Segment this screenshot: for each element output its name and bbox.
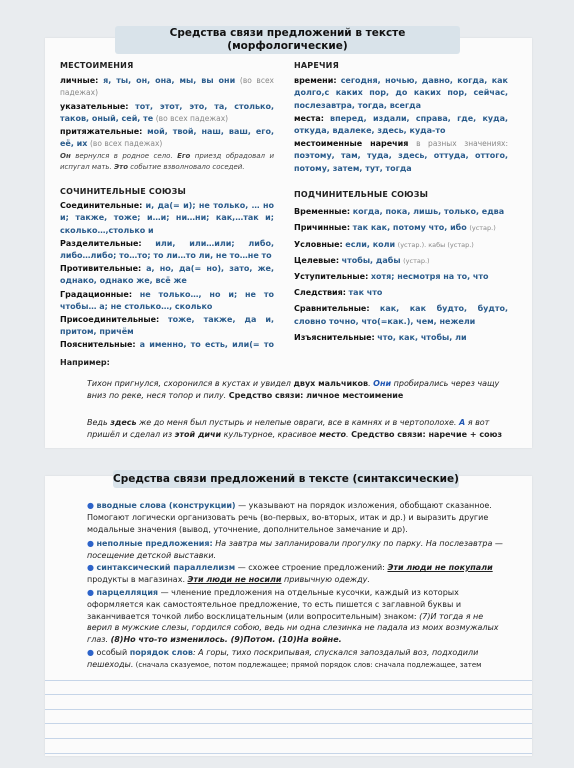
pronouns-possessive [60,126,274,150]
conj-value: так что [348,288,383,298]
highlight: этой дичи [174,430,222,439]
conj-value: чтобы, дабы [341,255,401,265]
conj-value: когда, пока, лишь, только, едва [352,207,505,217]
conj-label: Уступительные: [294,272,369,282]
text: . [345,430,352,439]
note: (во всех падежах) [60,76,274,98]
conj-value: так как, потому что, ибо [352,223,467,233]
subord-column [294,189,508,348]
coord-heading: СОЧИНИТЕЛЬНЫЕ СОЮЗЫ [60,187,186,196]
conj-row [60,263,274,287]
text: продукты в магазинах. [87,574,188,584]
highlight: Они [373,379,392,388]
term: парцелляция [96,588,159,597]
conj-value: а, но, да(= но), зато, же, однако, однако же, всё же [60,264,274,286]
text: — указывают на порядок изложения, обобщают сказанное. Помогают логически организовать речь (во-первых, во-вторых, итак и др.) и выразить другие модальные значения (вывод, уточнение, дополнительное замечание и др). [87,501,492,534]
ruled-line [45,710,532,725]
conj-label: Условные: [294,239,343,249]
ruled-line [45,681,532,696]
means-label: Средство связи: наречие + союз [351,430,503,439]
conj-row [294,255,508,267]
conj-label: Пояснительные: [60,340,136,350]
conj-row [294,303,508,327]
conj-row [60,200,274,237]
value: я, ты, он, она, мы, вы они [103,76,236,86]
conj-label: Присоединительные: [60,315,160,325]
subord-heading: ПОДЧИНИТЕЛЬНЫЕ СОЮЗЫ [294,190,429,199]
text: я вот пришёл и сделал из [87,418,490,439]
term: порядок слов [129,648,193,657]
conj-row [294,206,508,218]
ruled-line [45,695,532,710]
conj-row [60,238,274,262]
conj-label: Изъяснительные: [294,332,375,342]
text: Тихон пригнулся, схоронился в кустах и увидел [87,379,294,388]
example-paragraph-1 [87,378,507,402]
label: указательные: [60,101,129,111]
conj-label: Разделительные: [60,238,142,248]
example-label-row: Например: [60,358,110,367]
text: : А горы, тихо поскрипывая, спускался запоздалый воз, подходили пешеходы. [87,648,479,669]
morph-title-line1: Средства связи предложений в тексте [169,27,406,39]
text: культурное, красивое [221,430,320,439]
term: синтаксический параллелизм [96,563,236,572]
example-label: Например [60,358,107,367]
bullet-intro-words [87,500,507,535]
text: особый [96,648,130,657]
conj-value: что, как, чтобы, ли [377,332,467,342]
ruled-line [45,666,532,681]
conj-label: Противительные: [60,264,142,274]
conj-label: Временные: [294,207,351,217]
conj-row [294,287,508,299]
bullet-icon: ● [87,501,94,510]
value: вперед, издали, справа, где, куда, откуда, вдалеке, здесь, куда-то [294,113,509,136]
adverbs-place [294,113,508,137]
conj-label: Следствия: [294,288,346,298]
synt-title: Средства связи предложений в тексте (синтаксические) [113,470,459,488]
conj-value: или, или…или; либо, либо…либо; то…то; то ли…то ли, не то…не то [60,238,274,261]
text: — схожее строение предложений: [235,563,388,572]
conj-label: Соединительные: [60,201,143,211]
conj-row [294,239,508,251]
bullet-icon: ● [87,588,94,597]
label: местоименные наречия [294,139,409,149]
morph-title [115,26,460,54]
conj-value: а именно, то есть, или(= то [139,340,274,350]
conj-note: (устар.) [469,224,496,233]
bullet-incomplete-sentences [87,538,507,562]
label: места: [294,113,324,123]
conj-value: если, коли [345,239,396,249]
label: времени: [294,76,337,86]
underlined: Эти люди не покупали [387,563,493,572]
conj-value: не только…, но и; не то чтобы… а; не столько…, сколько [60,289,274,311]
text: Ведь [87,418,111,427]
conj-note: (устар.). кабы (устар.) [397,240,474,249]
text: привычную одежду. [281,574,370,584]
pronouns-column [60,60,274,174]
label: личные: [60,76,99,86]
ex-text: вернулся в родное село. [70,152,178,161]
conj-label: Целевые: [294,255,340,265]
ex-word: Это [114,163,129,172]
conj-row [60,289,274,313]
pronouns-heading: МЕСТОИМЕНИЯ [60,61,134,70]
ex-word: Он [60,152,71,161]
conj-note: (устар.) [403,256,430,265]
highlight: место [319,430,346,439]
text: . [368,379,374,388]
underlined: Эти люди не носили [187,574,282,584]
highlight: А [458,418,466,427]
bullet-icon: ● [87,539,94,548]
note: (во всех падежах) [90,139,163,149]
adverbs-time [294,75,508,112]
ex-text: приезд обрадовал и испугал мать. [60,152,274,172]
term: вводные слова (конструкции) [96,501,236,510]
conj-row [294,332,508,344]
adverbs-heading: НАРЕЧИЯ [294,61,339,70]
conj-value: и, да(= и); не только, … но и; также, тоже; и…и; ни…ни; как,…так и; сколько…,столько и [60,201,274,235]
value: мой, твой, наш, ваш, его, её, их [60,127,274,149]
term: неполные предложения: [96,539,213,548]
conj-label: Причинные: [294,223,351,233]
morph-title-line2: (морфологические) [227,40,348,52]
coord-rows [60,200,274,354]
conj-value: хотя; несмотря на то, что [370,272,489,282]
pronouns-personal [60,75,274,99]
ruled-line [45,724,532,739]
bullet-icon: ● [87,648,94,657]
note: (сначала сказуемое, потом подлежащее; прямой порядок слов: сначала подлежащее, затем [133,660,482,669]
pronouns-example [60,151,274,173]
means-label: Средство связи: личное местоимение [228,391,404,400]
value: тот, этот, это, та, столько, таков, оный, сей, те [60,101,275,123]
highlight: двух мальчиков [293,379,369,388]
text: же до меня был пустырь и нелепые овраги, все в камнях и в чертополохе. [136,418,459,427]
adverbs-pronominal [294,138,508,175]
conj-row [60,339,274,354]
conj-label: Сравнительные: [294,304,370,314]
conj-row [294,222,508,234]
conj-label: Градационные: [60,289,133,299]
adverbs-column [294,60,508,176]
value: сегодня, ночью, давно, когда, как долго,с каких пор, до каких пор, сейчас, послезавтра, тогда, всегда [294,76,508,110]
ex-text: событие взволновало соседей. [128,163,245,172]
text: пробирались через чащу вниз по реке, неся топор и пилу. [87,379,500,400]
conj-row [294,271,508,283]
text: — членение предложения на отдельные кусочки, каждый из которых оформляется как самостоятельное предложение, то есть пишется с заглавной буквы и заканчивается точкой либо восклицательным (или вопросительным) знаком: [87,588,462,621]
pronouns-demonstrative [60,101,274,125]
highlight: здесь [110,418,137,427]
bullet-icon: ● [87,563,94,572]
example-bold: (8)Но что-то изменилось. (9)Потом. (10)На войне. [110,635,342,645]
conj-value: тоже, также, да и, притом, причём [60,315,274,337]
text: На завтра мы запланировали прогулку по парку. На послезавтра — посещение детской выставки. [87,539,503,560]
bullet-parcellation [87,587,507,646]
example-paragraph-2 [87,417,507,441]
conj-value: как, как будто, будто, словно точно, что(=как.), чем, нежели [294,304,508,326]
note: (во всех падежах) [155,113,229,123]
conj-row [60,314,274,338]
note: в разных значениях: [416,139,508,149]
subord-rows [294,206,508,344]
value: поэтому, там, туда, здесь, оттуда, оттого, потому, затем, тут, тогда [294,151,508,173]
bullet-parallelism [87,562,507,586]
coord-column [60,186,274,354]
ex-word: Его [177,152,191,161]
ruled-lines [45,666,532,754]
ruled-line [45,739,532,754]
example: (7)И тогда я не верил в мужские слезы, гордился собою, ведь ни одна слезинка не падала из моих возмужалых глаз. [87,611,499,645]
label: притяжательные: [60,127,143,137]
